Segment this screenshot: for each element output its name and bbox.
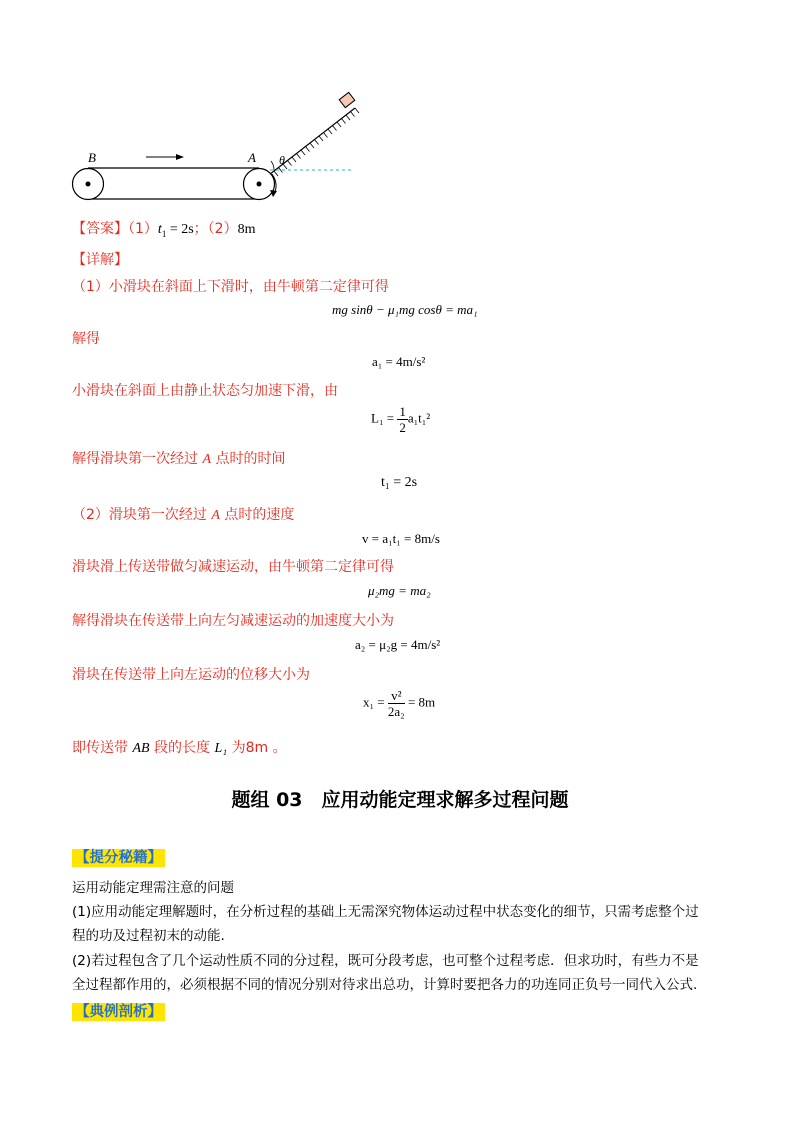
equation-8-rhs: = 8m [404,694,436,710]
answer-value-1: = 2s [166,222,194,237]
detail-line-1: （1）小滑块在斜面上下滑时，由牛顿第二定律可得 [72,279,389,295]
equation-8-numerator: v² [388,688,405,704]
detail-line-8: 滑块在传送带上向左运动的位移大小为 [72,667,310,683]
detail-line-7: 解得滑块在传送带上向左匀减速运动的加速度大小为 [72,613,394,629]
equation-6: μ₂mg = ma₂ [368,583,431,598]
angle-arc [271,161,274,170]
tips-line-1: 运用动能定理需注意的问题 [72,880,234,896]
hatch-mark [292,157,296,162]
equation-3-denominator: 2 [399,420,406,435]
answer-value-2: 8m [237,222,256,237]
detail-line-9-text-b: 段的长度 [149,740,215,756]
equation-3-numerator: 1 [399,404,406,419]
tips-line-2b: 程的功及过程初末的动能. [72,928,225,944]
hatch-mark [324,133,328,138]
detail-line-5 [72,504,294,524]
label-a: A [248,150,256,165]
hatch-mark [310,143,314,148]
examples-tag-wrapper [72,1000,165,1021]
answer-tag: 【答案】 [72,221,128,237]
hatch-mark [306,147,310,152]
pulley-a-axle [257,182,262,187]
detail-line-5-text-b: 点时的速度 [219,507,295,523]
hatch-mark [346,115,350,120]
tips-tag-wrapper [72,846,165,867]
detail-line-6: 滑块滑上传送带做匀减速运动，由牛顿第二定律可得 [72,559,394,575]
answer-part2: （2） [207,221,238,237]
detail-line-4 [72,448,285,468]
equation-8 [363,688,435,719]
answer-separator: ； [193,221,208,237]
equation-4: t₁ = 2s [381,475,418,490]
detail-line-9-text-c: 为8m 。 [227,740,287,756]
tips-tag: 【提分秘籍】 [72,849,165,867]
answer-line [72,218,255,239]
belt-direction-arrowhead [176,154,184,160]
equation-3-rhs: a₁t₁² [407,410,431,426]
label-b: B [88,150,96,165]
equation-8-denominator: 2a₂ [387,704,405,719]
hatch-mark [288,161,292,166]
detail-line-4-text-b: 点时的时间 [211,451,286,467]
detail-line-5-text-a: （2）滑块第一次经过 [72,507,212,523]
detail-line-2: 解得 [72,331,100,347]
slider-block [339,92,355,107]
hatch-mark [315,140,319,145]
pulley-b-axle [86,182,91,187]
hatch-mark [342,119,346,124]
tips-line-3b: 全过程都作用的，必须根据不同的情况分别对待求出总功，计算时要把各力的功连同正负号一同代入公式. [72,977,698,993]
detail-line-4-var: A [202,452,212,467]
hatch-mark [301,150,305,155]
hatch-mark [279,168,283,173]
detail-line-9-text-a: 即传送带 [72,740,133,756]
equation-3 [371,404,430,435]
hatch-mark [328,129,332,134]
equation-1: mg sinθ − μ₁mg cosθ = ma₁ [332,302,478,317]
hatch-mark [355,108,359,113]
equation-5: v = a₁t₁ = 8m/s [362,531,440,546]
equation-3-fraction [397,404,408,435]
answer-part1: （1） [128,221,158,237]
hatch-mark [333,126,337,131]
equation-2: a₁ = 4m/s² [372,354,426,369]
detail-line-9-var-ab: AB [132,741,150,756]
detail-line-4-text-a: 解得滑块第一次经过 [72,451,203,467]
label-theta: θ [279,153,285,167]
examples-tag: 【典例剖析】 [72,1003,165,1021]
hatch-mark [297,154,301,159]
equation-7: a₂ = μ₂g = 4m/s² [355,637,441,652]
equation-8-lhs: x₁ = [363,694,388,710]
answer-var-sub: 1 [161,228,167,239]
detail-line-5-var: A [211,508,220,523]
detail-line-9 [72,737,287,757]
equation-3-lhs: L₁ = [371,410,398,426]
detail-line-9-var-l1: L₁ [214,741,228,756]
tips-line-2a: (1)应用动能定理解题时，在分析过程的基础上无需深究物体运动过程中状态变化的细节，只需考虑整个过 [72,904,699,920]
detail-line-3: 小滑块在斜面上由静止状态匀加速下滑，由 [72,383,338,399]
hatch-mark [319,136,323,141]
section-title: 题组 03 应用动能定理求解多过程问题 [231,789,569,811]
tips-line-3a: (2)若过程包含了几个运动性质不同的分过程，既可分段考虑，也可整个过程考虑．但求功时，有些力不是 [72,953,699,969]
hatch-mark [351,112,355,117]
conveyor-incline-diagram [60,90,360,210]
answer-var-t: t [157,222,162,237]
hatch-mark [274,171,278,176]
hatch-mark [337,122,341,127]
equation-8-fraction [388,688,405,719]
detail-tag: 【详解】 [72,252,128,268]
